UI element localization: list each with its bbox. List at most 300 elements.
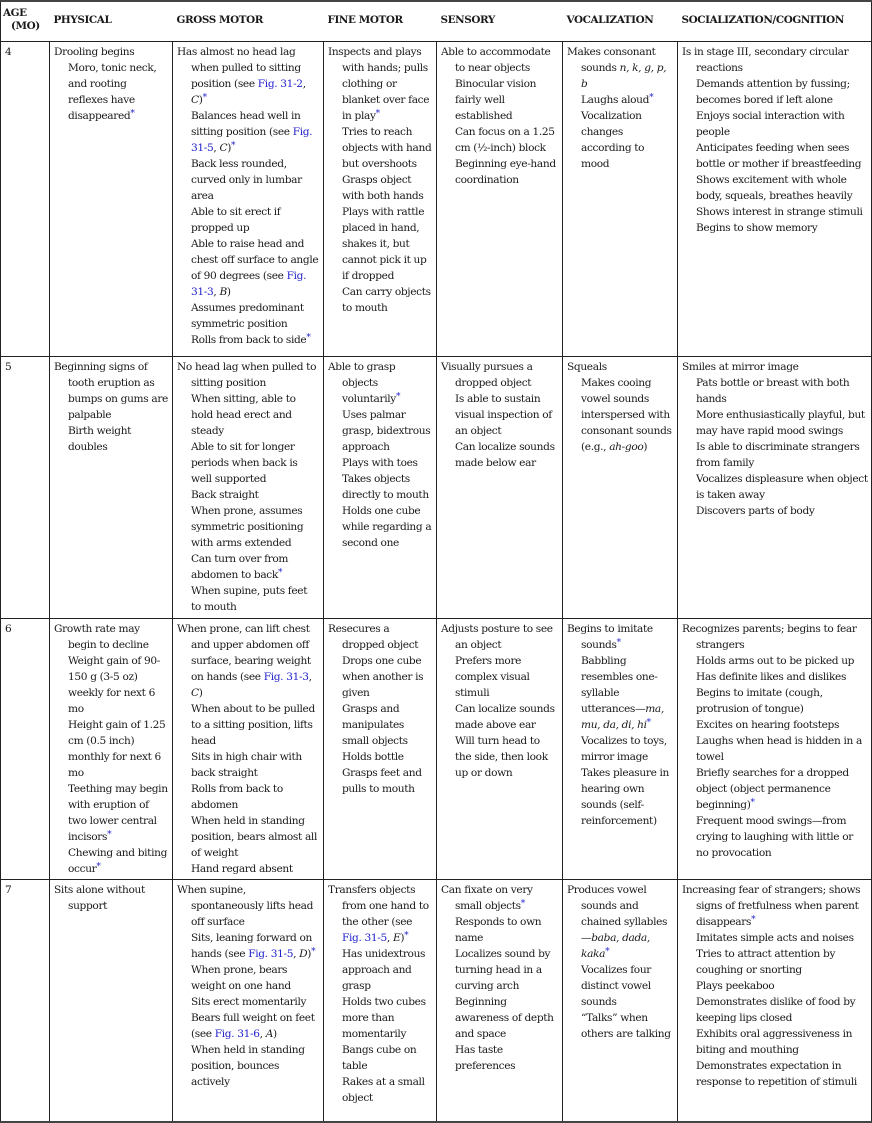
sensory-cell — [437, 42, 563, 357]
figure-link[interactable]: Fig. 31-6 — [214, 1028, 260, 1040]
footnote-asterisk[interactable]: * — [202, 93, 207, 103]
list-item — [328, 765, 433, 797]
list-item — [682, 653, 868, 669]
figure-link[interactable]: Fig. 31-3 — [191, 270, 307, 298]
vocalization-cell — [563, 42, 678, 357]
item-text: Grasps object with both hands — [342, 174, 424, 202]
item-text: Adjusts posture to see an object — [441, 623, 553, 651]
list-item — [682, 503, 868, 519]
item-text: Visually pursues a dropped object — [441, 361, 533, 389]
footnote-asterisk[interactable]: * — [96, 862, 101, 872]
item-text: Begins to show memory — [696, 222, 818, 234]
item-text: Vocalizes to toys, mirror image — [581, 735, 667, 763]
list-item — [328, 994, 433, 1042]
item-text: Back straight — [191, 489, 259, 501]
list-item — [682, 765, 868, 813]
item-text: Holds one cube while regarding a second one — [342, 505, 432, 549]
footnote-asterisk[interactable]: * — [107, 830, 112, 840]
item-text-sep: , — [386, 932, 393, 944]
item-text: Recognizes parents; begins to fear strangers — [682, 623, 857, 651]
item-italic: ah-goo — [609, 441, 644, 453]
list-item — [441, 391, 559, 439]
list-item — [328, 653, 433, 701]
list-item — [682, 44, 868, 76]
footnote-asterisk[interactable]: * — [130, 109, 135, 119]
list-item — [54, 781, 169, 845]
list-item — [682, 76, 868, 108]
list-item — [177, 861, 320, 877]
item-text: More enthusiastically playful, but may have rapid mood swings — [696, 409, 865, 437]
list-item — [567, 92, 674, 108]
item-text-close: ) — [226, 286, 231, 298]
item-text: Laughs aloud — [581, 94, 650, 106]
list-item — [54, 717, 169, 781]
fine-motor-cell — [324, 42, 437, 357]
item-text: Discovers parts of body — [696, 505, 815, 517]
item-text: Begins to imitate sounds — [567, 623, 653, 651]
item-text: When held in standing position, bears almost all of weight — [191, 815, 317, 859]
list-item — [177, 551, 320, 583]
list-item — [54, 845, 169, 877]
list-item — [567, 621, 674, 653]
header-vocalization: VOCALIZATION — [563, 1, 678, 42]
figure-link[interactable]: Fig. 31-2 — [257, 78, 303, 90]
list-item — [682, 1058, 868, 1090]
list-item — [682, 685, 868, 717]
list-item — [177, 332, 320, 348]
list-item — [177, 204, 320, 236]
item-text: No head lag when pulled to sitting position — [177, 361, 317, 389]
footnote-asterisk[interactable]: * — [311, 947, 316, 957]
footnote-asterisk[interactable]: * — [616, 638, 621, 648]
list-item — [682, 882, 868, 930]
item-text-close: ) — [227, 142, 232, 154]
list-item — [682, 140, 868, 172]
list-item — [177, 621, 320, 701]
item-text-sep: , — [302, 78, 306, 90]
figure-link[interactable]: Fig. 31-5 — [191, 126, 313, 154]
item-italic: D — [299, 948, 308, 960]
figure-link[interactable]: Fig. 31-3 — [263, 671, 309, 683]
footnote-asterisk[interactable]: * — [649, 93, 654, 103]
item-text-close: ) — [273, 1028, 277, 1040]
list-item — [682, 930, 868, 946]
item-text: Vocalizes displeasure when object is taken away — [696, 473, 868, 501]
list-item — [682, 359, 868, 375]
list-item — [177, 701, 320, 749]
item-text: Plays with toes — [342, 457, 418, 469]
list-item — [441, 439, 559, 471]
item-text: Increasing fear of strangers; shows signs of fretfulness when parent disappears — [682, 884, 861, 928]
list-item — [328, 503, 433, 551]
item-text: Binocular vision fairly well established — [455, 78, 537, 122]
item-text: When prone, assumes symmetric positioning with arms extended — [191, 505, 304, 549]
fine-motor-cell — [324, 357, 437, 619]
physical-cell — [50, 42, 173, 357]
item-italic: A — [265, 1028, 273, 1040]
item-text: Resecures a dropped object — [328, 623, 419, 651]
item-text: Holds two cubes more than momentarily — [342, 996, 426, 1040]
item-text: Tries to attract attention by coughing or snorting — [696, 948, 836, 976]
list-item — [567, 44, 674, 92]
list-item — [177, 439, 320, 487]
list-item — [567, 375, 674, 455]
list-item — [441, 621, 559, 653]
item-text: Can focus on a 1.25 cm (½-inch) block — [455, 126, 555, 154]
item-text: Bears full weight on feet (see — [191, 1012, 315, 1040]
footnote-asterisk[interactable]: * — [404, 931, 409, 941]
list-item — [682, 220, 868, 236]
list-item — [177, 236, 320, 300]
list-item — [567, 1010, 674, 1042]
list-item — [441, 76, 559, 124]
socialization-cell — [678, 357, 872, 619]
header-physical: PHYSICAL — [50, 1, 173, 42]
list-item — [567, 765, 674, 829]
list-item — [441, 914, 559, 946]
table-row-age-4 — [1, 42, 872, 357]
footnote-asterisk[interactable]: * — [520, 899, 525, 909]
list-item — [441, 124, 559, 156]
item-text: Prefers more complex visual stimuli — [455, 655, 530, 699]
item-text: Able to grasp objects voluntarily — [328, 361, 396, 405]
physical-cell — [50, 880, 173, 1122]
header-sensory: SENSORY — [437, 1, 563, 42]
item-text: Rolls from back to side — [191, 334, 307, 346]
item-text: Chewing and biting occur — [68, 847, 168, 875]
item-text: Beginning eye-hand coordination — [455, 158, 556, 186]
fine-motor-cell — [324, 619, 437, 880]
list-item — [441, 701, 559, 733]
item-text: Hand regard absent — [191, 863, 293, 875]
list-item — [682, 108, 868, 140]
list-item — [328, 455, 433, 471]
item-text: Has definite likes and dislikes — [696, 671, 847, 683]
footnote-asterisk[interactable]: * — [277, 568, 283, 578]
table-row-age-6 — [1, 619, 872, 880]
list-item — [177, 108, 320, 156]
item-text: Is able to discriminate strangers from family — [696, 441, 860, 469]
socialization-cell — [678, 42, 872, 357]
list-item — [682, 439, 868, 471]
list-item — [54, 653, 169, 717]
item-text: Beginning signs of tooth eruption as bumps on gums are palpable — [54, 361, 168, 421]
gross-motor-cell — [173, 619, 324, 880]
list-item — [177, 994, 320, 1010]
list-item — [54, 60, 169, 124]
sensory-cell — [437, 357, 563, 619]
list-item — [177, 930, 320, 962]
list-item — [177, 44, 320, 108]
item-italic: B — [219, 286, 227, 298]
list-item — [177, 749, 320, 781]
item-text: Demonstrates dislike of food by keeping lips closed — [696, 996, 856, 1024]
list-item — [54, 621, 169, 653]
list-item — [54, 359, 169, 423]
list-item — [177, 391, 320, 439]
item-text: Can localize sounds made below ear — [455, 441, 555, 469]
item-text: Uses palmar grasp, bidextrous approach — [342, 409, 431, 453]
item-text: Is able to sustain visual inspection of an object — [455, 393, 552, 437]
item-text: Makes cooing vowel sounds interspersed with consonant sounds (e.g., — [581, 377, 672, 453]
socialization-cell — [678, 619, 872, 880]
item-italic: E — [392, 932, 401, 944]
footnote-asterisk[interactable]: * — [231, 141, 236, 151]
item-text: Demands attention by fussing; becomes bored if left alone — [696, 78, 850, 106]
age-cell: 7 — [1, 880, 50, 1122]
item-text: Birth weight doubles — [68, 425, 132, 453]
figure-link[interactable]: Fig. 31-5 — [248, 948, 294, 960]
item-text-close: ) — [198, 687, 203, 699]
item-text: Pats bottle or breast with both hands — [696, 377, 850, 405]
item-text: Can localize sounds made above ear — [455, 703, 555, 731]
item-text: Beginning awareness of depth and space — [455, 996, 554, 1040]
item-text-close: ) — [643, 441, 648, 453]
list-item — [682, 946, 868, 978]
age-cell: 6 — [1, 619, 50, 880]
item-text: Rakes at a small object — [342, 1076, 425, 1104]
list-item — [328, 749, 433, 765]
list-item — [328, 701, 433, 749]
list-item — [328, 946, 433, 994]
item-text: Produces vowel sounds and chained syllables— — [567, 884, 668, 944]
vocalization-cell — [563, 619, 678, 880]
list-item — [328, 882, 433, 946]
list-item — [328, 172, 433, 204]
item-text: Can turn over from abdomen to back — [191, 553, 289, 581]
list-item — [682, 978, 868, 994]
list-item — [328, 621, 433, 653]
footnote-asterisk[interactable]: * — [375, 109, 380, 119]
list-item — [441, 882, 559, 914]
list-item — [441, 44, 559, 76]
age-cell: 5 — [1, 357, 50, 619]
table-row-age-7 — [1, 880, 872, 1122]
socialization-cell — [678, 880, 872, 1122]
item-text: Able to raise head and chest off surface to angle of 90 degrees (see — [191, 238, 319, 282]
item-text: Imitates simple acts and noises — [696, 932, 854, 944]
item-text: Drooling begins — [54, 46, 135, 58]
item-text-close: ) — [198, 94, 203, 106]
item-text: When sitting, able to hold head erect and steady — [191, 393, 296, 437]
item-text: Able to sit erect if propped up — [191, 206, 281, 234]
item-text: Plays with rattle placed in hand, shakes it, but cannot pick it up if dropped — [342, 206, 427, 282]
list-item — [328, 284, 433, 316]
item-text-sep: , — [213, 286, 220, 298]
header-age-line1: AGE — [3, 7, 27, 19]
header-gross-motor: GROSS MOTOR — [173, 1, 324, 42]
age-cell: 4 — [1, 42, 50, 357]
item-italic: ma, mu, da, di, hi — [581, 703, 664, 731]
item-text: Enjoys social interaction with people — [696, 110, 845, 138]
footnote-asterisk[interactable]: * — [395, 392, 401, 402]
list-item — [177, 503, 320, 551]
item-text: Frequent mood swings—from crying to laughing with little or no provocation — [696, 815, 853, 859]
list-item — [177, 583, 320, 615]
list-item — [441, 946, 559, 994]
item-text: Takes objects directly to mouth — [342, 473, 429, 501]
list-item — [177, 781, 320, 813]
item-text-close: ) — [400, 932, 405, 944]
header-age — [1, 1, 50, 42]
list-item — [682, 471, 868, 503]
list-item — [682, 717, 868, 733]
list-item — [441, 1042, 559, 1074]
item-text: Can fixate on very small objects — [441, 884, 533, 912]
figure-link[interactable]: Fig. 31-5 — [342, 932, 387, 944]
item-text: Inspects and plays with hands; pulls clothing or blanket over face in play — [328, 46, 430, 122]
item-text: Is in stage III, secondary circular reactions — [682, 46, 849, 74]
item-text: Sits alone without support — [54, 884, 145, 912]
list-item — [567, 359, 674, 375]
item-italic: C — [191, 687, 199, 699]
list-item — [441, 733, 559, 781]
list-item — [567, 733, 674, 765]
item-text: Has taste preferences — [455, 1044, 516, 1072]
item-text: When prone, bears weight on one hand — [191, 964, 291, 992]
item-text: Shows excitement with whole body, squeals, breathes heavily — [696, 174, 853, 202]
item-text: Moro, tonic neck, and rooting reflexes have disappeared — [68, 62, 157, 122]
list-item — [328, 204, 433, 284]
list-item — [682, 621, 868, 653]
vocalization-cell — [563, 880, 678, 1122]
item-text: Squeals — [567, 361, 607, 373]
item-text: When supine, spontaneously lifts head off surface — [177, 884, 314, 928]
list-item — [682, 1026, 868, 1058]
list-item — [567, 882, 674, 962]
item-italic: C — [191, 94, 199, 106]
item-text: Localizes sound by turning head in a curving arch — [455, 948, 551, 992]
table-row-age-5 — [1, 357, 872, 619]
list-item — [441, 653, 559, 701]
item-text-sep: , — [259, 1028, 266, 1040]
list-item — [567, 108, 674, 172]
sensory-cell — [437, 619, 563, 880]
fine-motor-cell — [324, 880, 437, 1122]
sensory-cell — [437, 880, 563, 1122]
footnote-asterisk[interactable]: * — [750, 798, 755, 808]
item-text: Vocalization changes according to mood — [581, 110, 645, 170]
item-text: Holds bottle — [342, 751, 404, 763]
list-item — [328, 471, 433, 503]
item-italic: baba, dada, kaka — [581, 932, 650, 960]
item-text: Briefly searches for a dropped object (object permanence beginning) — [696, 767, 849, 811]
item-text: Plays peekaboo — [696, 980, 775, 992]
list-item — [682, 407, 868, 439]
table-body — [1, 42, 872, 1122]
list-item — [177, 1042, 320, 1090]
list-item — [328, 44, 433, 124]
list-item — [328, 359, 433, 407]
item-text: Balances head well in sitting position (see — [191, 110, 301, 138]
item-text: Vocalizes four distinct vowel sounds — [581, 964, 652, 1008]
list-item — [328, 1042, 433, 1074]
item-text: Babbling resembles one-syllable utterances— — [581, 655, 658, 715]
item-text: When held in standing position, bounces actively — [191, 1044, 305, 1088]
item-italic: n, k, g, p, b — [581, 62, 667, 90]
item-text: Shows interest in strange stimuli — [696, 206, 863, 218]
list-item — [177, 813, 320, 861]
item-text: Grasps feet and pulls to mouth — [342, 767, 422, 795]
vocalization-cell — [563, 357, 678, 619]
item-text: Anticipates feeding when sees bottle or mother if breastfeeding — [696, 142, 862, 170]
item-text: Holds arms out to be picked up — [696, 655, 855, 667]
footnote-asterisk[interactable]: * — [751, 915, 756, 925]
item-text: Height gain of 1.25 cm (0.5 inch) monthly for next 6 mo — [68, 719, 166, 779]
footnote-asterisk[interactable]: * — [605, 947, 610, 957]
list-item — [567, 962, 674, 1010]
list-item — [441, 359, 559, 391]
list-item — [177, 487, 320, 503]
list-item — [328, 124, 433, 172]
list-item — [567, 653, 674, 733]
item-text: Takes pleasure in hearing own sounds (self-reinforcement) — [581, 767, 670, 827]
item-text: Bangs cube on table — [342, 1044, 417, 1072]
item-text: Drops one cube when another is given — [342, 655, 424, 699]
item-text: Makes consonant sounds — [567, 46, 656, 74]
item-text: When supine, puts feet to mouth — [191, 585, 308, 613]
item-text: Excites on hearing footsteps — [696, 719, 840, 731]
item-text: Able to sit for longer periods when back is well supported — [191, 441, 298, 485]
list-item — [682, 733, 868, 765]
item-text: Can carry objects to mouth — [342, 286, 431, 314]
item-text: Exhibits oral aggressiveness in biting and mouthing — [696, 1028, 853, 1056]
item-text: Assumes predominant symmetric position — [191, 302, 304, 330]
item-text-sep: , — [308, 671, 312, 683]
list-item — [177, 1010, 320, 1042]
list-item — [54, 882, 169, 914]
item-text: Responds to own name — [455, 916, 542, 944]
item-text: Sits in high chair with back straight — [191, 751, 302, 779]
list-item — [682, 994, 868, 1026]
item-text-close: ) — [307, 948, 312, 960]
item-text: Transfers objects from one hand to the other (see — [328, 884, 429, 928]
item-text: When prone, can lift chest and upper abdomen off surface, bearing weight on hands (see — [177, 623, 311, 683]
item-text-sep: , — [293, 948, 300, 960]
gross-motor-cell — [173, 42, 324, 357]
header-fine-motor: FINE MOTOR — [324, 1, 437, 42]
footnote-asterisk[interactable]: * — [646, 718, 651, 728]
footnote-asterisk[interactable]: * — [306, 333, 311, 343]
item-text: Grasps and manipulates small objects — [342, 703, 408, 747]
item-italic: C — [219, 142, 228, 154]
header-row — [1, 1, 872, 42]
item-text: Back less rounded, curved only in lumbar area — [191, 158, 302, 202]
item-text: Growth rate may begin to decline — [54, 623, 149, 651]
list-item — [441, 994, 559, 1042]
list-item — [177, 882, 320, 930]
item-text: Teething may begin with eruption of two lower central incisors — [68, 783, 168, 843]
item-text: Sits erect momentarily — [191, 996, 307, 1008]
list-item — [177, 962, 320, 994]
item-text: Able to accommodate to near objects — [441, 46, 551, 74]
list-item — [54, 423, 169, 455]
list-item — [682, 204, 868, 220]
item-text: Smiles at mirror image — [682, 361, 799, 373]
list-item — [682, 669, 868, 685]
item-text: Weight gain of 90-150 g (3-5 oz) weekly for next 6 mo — [68, 655, 161, 715]
item-text: Sits, leaning forward on hands (see — [191, 932, 312, 960]
item-text: When about to be pulled to a sitting position, lifts head — [191, 703, 315, 747]
item-text: Demonstrates expectation in response to repetition of stimuli — [696, 1060, 857, 1088]
physical-cell — [50, 357, 173, 619]
item-text: Begins to imitate (cough, protrusion of tongue) — [696, 687, 823, 715]
item-text: Laughs when head is hidden in a towel — [696, 735, 862, 763]
header-socialization: SOCIALIZATION/COGNITION — [678, 1, 872, 42]
header-age-line2: (MO) — [11, 20, 40, 32]
item-text: Tries to reach objects with hand but overshoots — [342, 126, 432, 170]
gross-motor-cell — [173, 880, 324, 1122]
